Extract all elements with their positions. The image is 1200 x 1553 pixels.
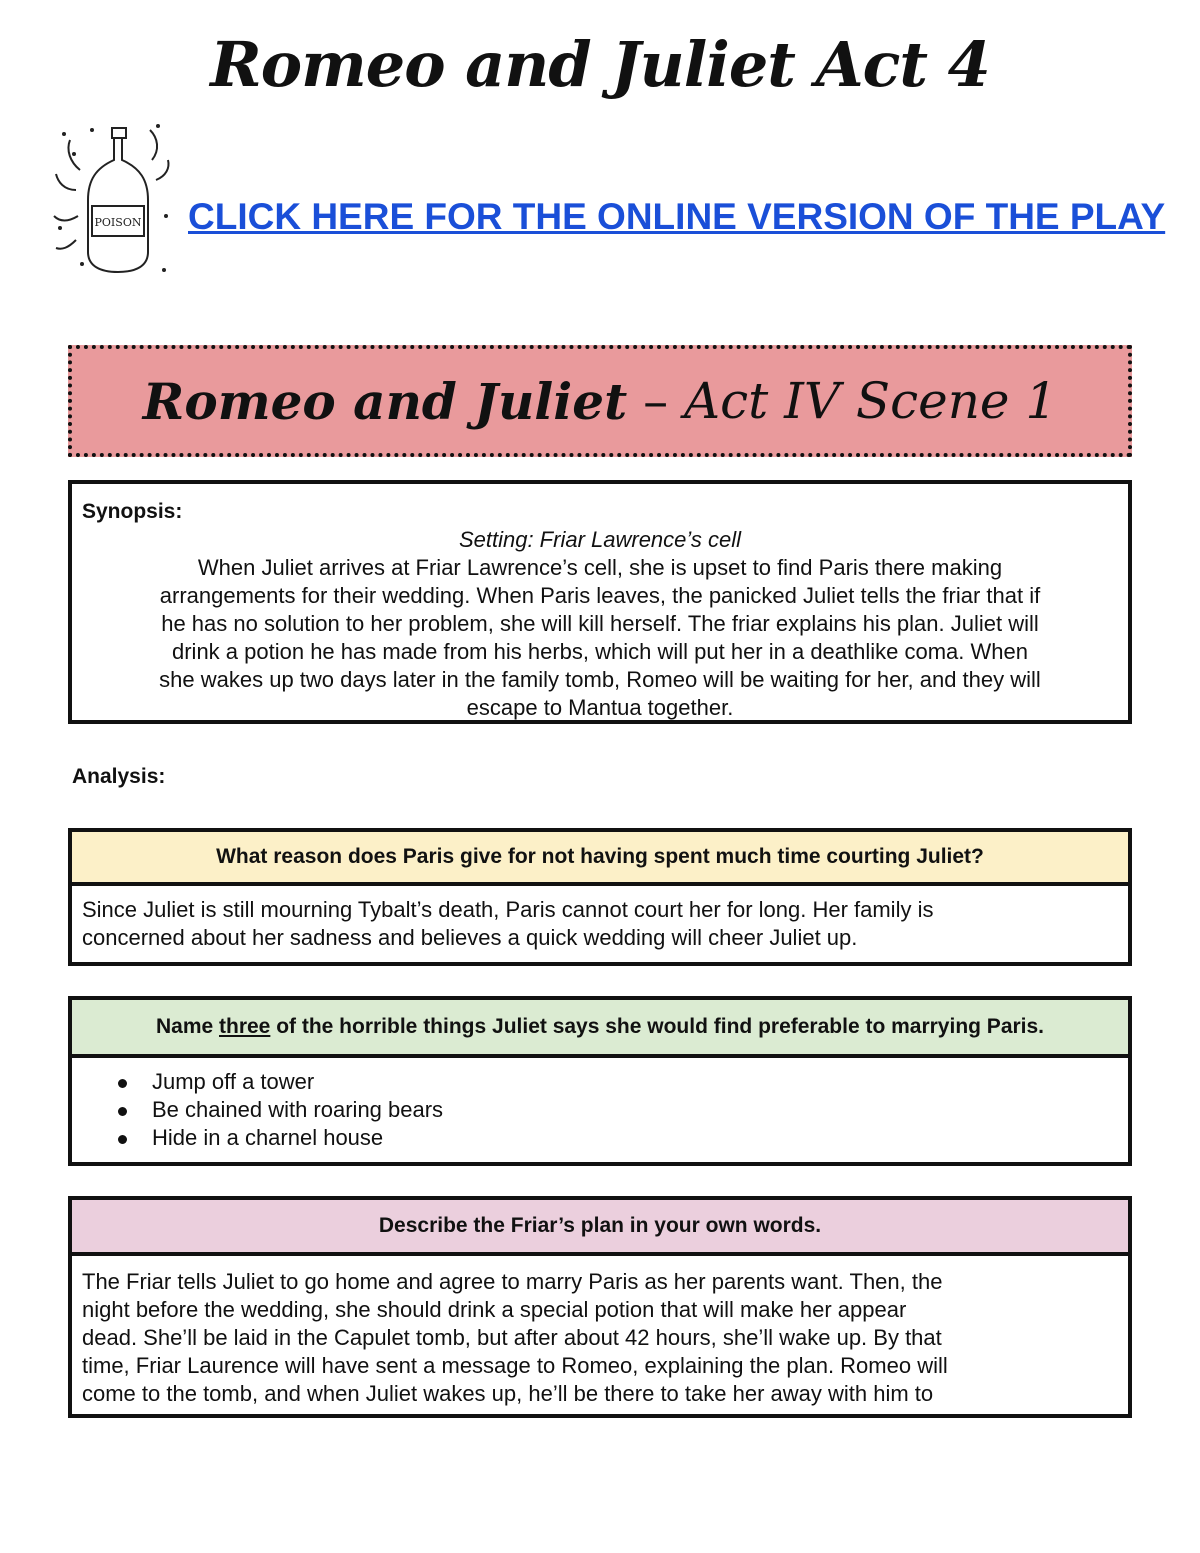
poison-bottle-icon [52,120,174,280]
synopsis-label: Synopsis: [82,500,183,523]
synopsis-setting: Setting: Friar Lawrence’s cell [458,527,742,552]
answer-line: concerned about her sadness and believes a quick wedding will cheer Juliet up. [82,925,858,950]
answer-line: come to the tomb, and when Juliet wakes up, he’ll be there to take her away with him to [82,1381,934,1406]
synopsis-box [68,480,1132,724]
question-text-underlined: three [219,1015,271,1038]
synopsis-line: she wakes up two days later in the family tomb, Romeo will be waiting for her, and they will [159,667,1041,692]
question-heading: What reason does Paris give for not having spent much time courting Juliet? [72,832,1128,886]
answer-line: Since Juliet is still mourning Tybalt’s death, Paris cannot court her for long. Her family is [82,897,934,922]
answer-line: The Friar tells Juliet to go home and agree to marry Paris as her parents want. Then, the [82,1269,943,1294]
answer-area[interactable] [72,886,1128,952]
question-heading [72,1000,1128,1058]
scene-banner-play: Romeo and Juliet [142,371,628,431]
list-item: Hide in a charnel house [152,1124,1118,1152]
question-text-start: Name [155,1015,219,1038]
synopsis-line: arrangements for their wedding. When Paris leaves, the panicked Juliet tells the friar that if [159,583,1041,608]
answer-area[interactable] [72,1256,1128,1408]
answer-area[interactable] [72,1058,1128,1152]
question-text-end: of the horrible things Juliet says she would find preferable to marrying Paris. [270,1015,1045,1038]
analysis-label: Analysis: [72,765,166,788]
scene-banner [68,345,1132,457]
answer-list [82,1068,1118,1152]
question-box-paris-courting [68,828,1132,966]
bottle-label: POISON [94,216,142,229]
synopsis-text [82,554,1118,722]
question-heading: Describe the Friar’s plan in your own words. [72,1200,1128,1256]
synopsis-line: he has no solution to her problem, she will kill herself. The friar explains his plan. Juliet will [161,611,1039,636]
online-play-link[interactable]: CLICK HERE FOR THE ONLINE VERSION OF THE PLAY [188,196,1166,237]
answer-line: time, Friar Laurence will have sent a message to Romeo, explaining the plan. Romeo will [82,1353,948,1378]
scene-banner-act: Act IV Scene 1 [684,372,1058,430]
page-title: Romeo and Juliet Act 4 [210,28,990,101]
list-item: Be chained with roaring bears [152,1096,1118,1124]
question-box-friar-plan [68,1196,1132,1418]
synopsis-line: When Juliet arrives at Friar Lawrence’s cell, she is upset to find Paris there making [197,555,1003,580]
scene-banner-separator: – [627,372,684,430]
synopsis-line: drink a potion he has made from his herbs, which will put her in a deathlike coma. When [172,639,1028,664]
list-item: Jump off a tower [152,1068,1118,1096]
synopsis-line: escape to Mantua together. [466,695,734,720]
question-box-horrible-things [68,996,1132,1166]
answer-line: night before the wedding, she should drink a special potion that will make her appear [82,1297,907,1322]
answer-line: dead. She’ll be laid in the Capulet tomb, but after about 42 hours, she’ll wake up. By that [82,1325,942,1350]
